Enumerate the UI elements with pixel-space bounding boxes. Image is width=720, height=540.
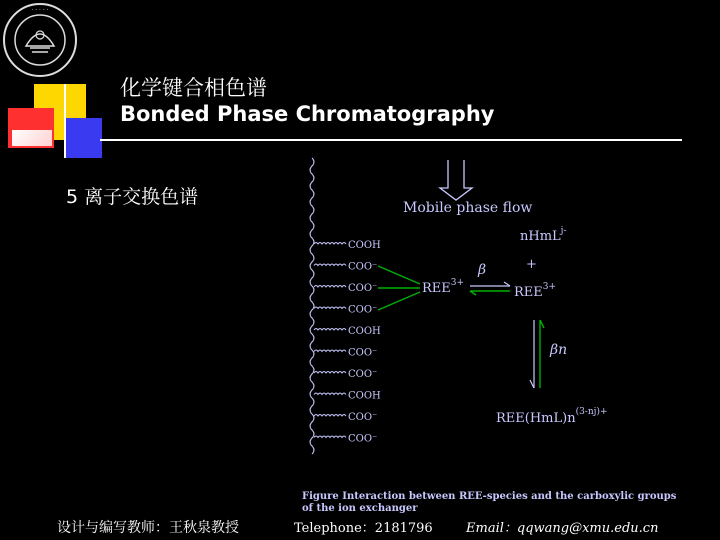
footer-author: 设计与编写教师：王秋泉教授 xyxy=(57,520,239,536)
vertical-down-arrow-icon xyxy=(530,320,534,388)
equilibrium-forward-arrow-icon xyxy=(470,282,510,286)
beta-n-label: βn xyxy=(550,342,568,358)
mobile-phase-label: Mobile phase flow xyxy=(403,200,533,216)
surface-chain xyxy=(314,264,346,266)
ree-bound-charge: 3+ xyxy=(450,278,465,288)
surface-group-label: COOH xyxy=(348,390,381,402)
equilibrium-reverse-arrow-icon xyxy=(470,291,510,295)
surface-group-label: COO⁻ xyxy=(348,369,378,380)
ligand-label: nHmL xyxy=(520,229,561,244)
surface-chain xyxy=(314,286,346,288)
surface-group-label: COOH xyxy=(348,240,381,251)
mobile-phase-arrow-icon xyxy=(440,160,472,200)
footer-telephone: Telephone：2181796 xyxy=(294,521,433,536)
binding-line-1 xyxy=(378,266,420,284)
surface-chain xyxy=(314,307,346,309)
vertical-up-arrow-icon xyxy=(540,320,544,388)
surface-chain xyxy=(314,243,346,245)
resin-backbone xyxy=(310,158,314,454)
surface-chain xyxy=(314,436,346,438)
surface-chain xyxy=(314,350,346,352)
footer-email-text: Email：qqwang@xmu.edu.cn xyxy=(466,521,659,536)
figure-caption-line2: of the ion exchanger xyxy=(302,503,418,514)
surface-group-label: COO⁻ xyxy=(348,347,378,359)
ree-free-charge: 3+ xyxy=(542,282,557,292)
ree-free-label: REE xyxy=(514,285,543,300)
university-seal-logo xyxy=(2,2,78,78)
decor-white-stripe xyxy=(12,130,52,146)
slide-title-english: Bonded Phase Chromatography xyxy=(120,102,495,126)
surface-group-label: COO⁻ xyxy=(348,261,378,273)
figure-caption-line1: Figure Interaction between REE-species and the carboxylic groups xyxy=(302,491,677,502)
decor-vertical-line xyxy=(64,84,66,158)
beta-label: β xyxy=(478,262,487,278)
svg-text:nHmLj- xyxy=(520,226,567,244)
surface-chain xyxy=(314,393,346,395)
section-heading: 5 离子交换色谱 xyxy=(66,186,199,208)
surface-chain xyxy=(314,415,346,417)
title-underline xyxy=(100,139,682,141)
svg-text:· · · · ·: · · · · · xyxy=(31,7,49,14)
surface-group-label: COO⁻ xyxy=(348,283,378,294)
binding-line-3 xyxy=(378,292,420,310)
ion-exchange-diagram xyxy=(300,150,700,520)
complex-charge: (3-nj)+ xyxy=(575,407,608,417)
footer-email xyxy=(466,517,658,536)
plus-sign: + xyxy=(526,257,537,272)
surface-chain xyxy=(314,329,346,331)
svg-text:REE(HmL)n(3-nj)+ xyxy=(496,406,608,426)
ree-bound-label: REE xyxy=(422,281,451,296)
surface-chain xyxy=(314,372,346,374)
surface-group-label: COO⁻ xyxy=(348,433,378,445)
slide-title-chinese: 化学键合相色谱 xyxy=(120,76,267,100)
surface-group-label: COOH xyxy=(348,326,381,337)
surface-group-label: COO⁻ xyxy=(348,304,378,316)
ligand-charge: j- xyxy=(560,226,567,236)
surface-group-label: COO⁻ xyxy=(348,412,378,423)
svg-text:REE3+ xyxy=(422,278,464,296)
decor-blue-square xyxy=(64,118,102,158)
svg-text:REE3+ xyxy=(514,282,556,300)
complex-label: REE(HmL)n xyxy=(496,411,576,426)
